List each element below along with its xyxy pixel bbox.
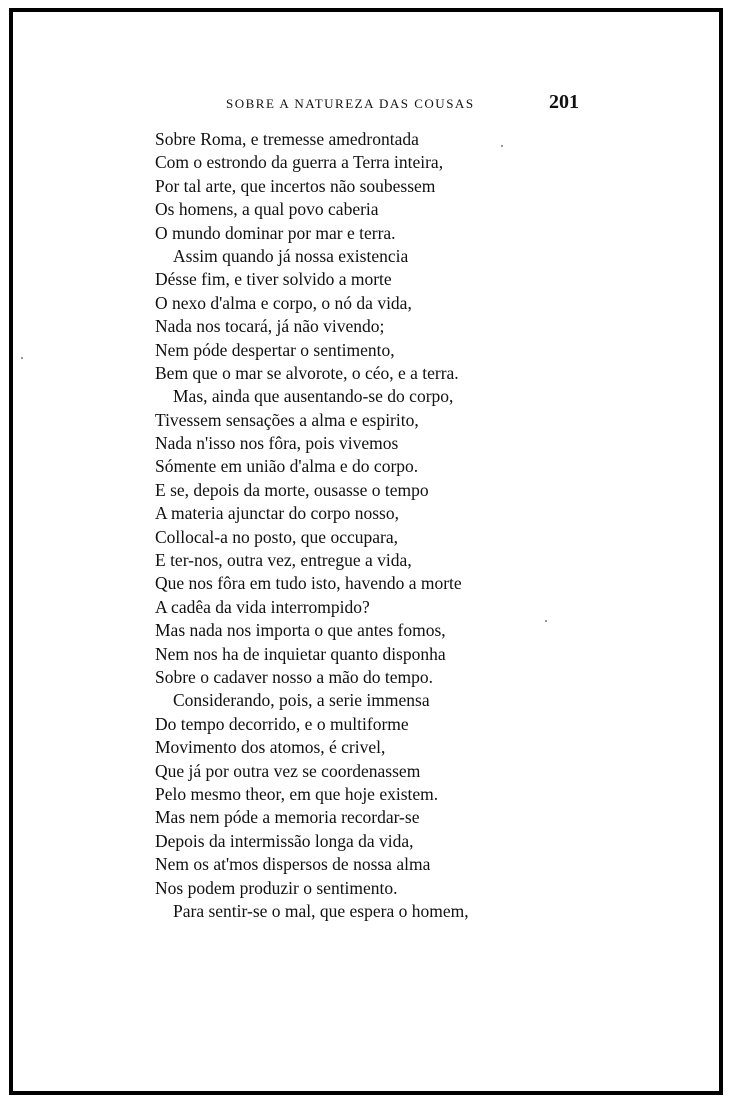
- verse-line: Sobre Roma, e tremesse amedrontada: [155, 129, 419, 149]
- verse-line: Movimento dos atomos, é crivel,: [155, 737, 386, 758]
- verse-line: Bem que o mar se alvorote, o céo, e a terra.: [155, 362, 459, 383]
- verse-line: Nem nos ha de inquietar quanto disponha: [155, 643, 446, 664]
- print-speck: [545, 620, 547, 622]
- verse-line: Nada n'isso nos fôra, pois vivemos: [155, 433, 399, 454]
- book-page: [9, 8, 723, 1095]
- verse-line: E se, depois da morte, ousasse o tempo: [155, 479, 429, 500]
- verse-line: Considerando, pois, a serie immensa: [173, 690, 430, 711]
- verse-line: Depois da intermissão longa da vida,: [155, 830, 414, 851]
- poem-text: [155, 128, 675, 923]
- verse-line: Mas nada nos importa o que antes fomos,: [155, 620, 446, 641]
- verse-line: Do tempo decorrido, e o multiforme: [155, 713, 409, 734]
- verse-line: Nem póde despertar o sentimento,: [155, 339, 395, 360]
- print-speck: [501, 145, 503, 147]
- verse-line: Tivessem sensações a alma e espirito,: [155, 409, 419, 430]
- verse-line: Por tal arte, que incertos não soubessem: [155, 175, 436, 196]
- verse-line: A materia ajunctar do corpo nosso,: [155, 503, 399, 524]
- verse-line: Mas nem póde a memoria recordar-se: [155, 807, 420, 828]
- verse-line: Nem os at'mos dispersos de nossa alma: [155, 854, 431, 875]
- verse-line: A cadêa da vida interrompido?: [155, 596, 370, 617]
- verse-line: Nada nos tocará, já não vivendo;: [155, 316, 385, 337]
- running-title: SOBRE A NATUREZA DAS COUSAS: [226, 96, 475, 111]
- verse-line: Collocal-a no posto, que occupara,: [155, 526, 398, 547]
- verse-line: O mundo dominar por mar e terra.: [155, 222, 396, 243]
- verse-line: Que nos fôra em tudo isto, havendo a morte: [155, 573, 462, 594]
- verse-line: Com o estrondo da guerra a Terra inteira,: [155, 152, 444, 173]
- verse-line: Sómente em união d'alma e do corpo.: [155, 456, 419, 477]
- verse-line: Assim quando já nossa existencia: [173, 245, 409, 266]
- print-speck: [21, 357, 23, 359]
- verse-line: Nos podem produzir o sentimento.: [155, 877, 398, 898]
- verse-line: Mas, ainda que ausentando-se do corpo,: [173, 386, 454, 407]
- verse-line: Os homens, a qual povo caberia: [155, 199, 379, 220]
- verse-line: E ter-nos, outra vez, entregue a vida,: [155, 550, 412, 571]
- verse-line: Para sentir-se o mal, que espera o homem,: [173, 900, 469, 921]
- verse-line: Que já por outra vez se coordenassem: [155, 760, 421, 781]
- verse-line: Sobre o cadaver nosso a mão do tempo.: [155, 666, 433, 687]
- verse-line: Pelo mesmo theor, em que hoje existem.: [155, 783, 439, 804]
- verse-line: O nexo d'alma e corpo, o nó da vida,: [155, 292, 412, 313]
- page-number: 201: [549, 91, 579, 113]
- verse-line: Désse fim, e tiver solvido a morte: [155, 269, 392, 290]
